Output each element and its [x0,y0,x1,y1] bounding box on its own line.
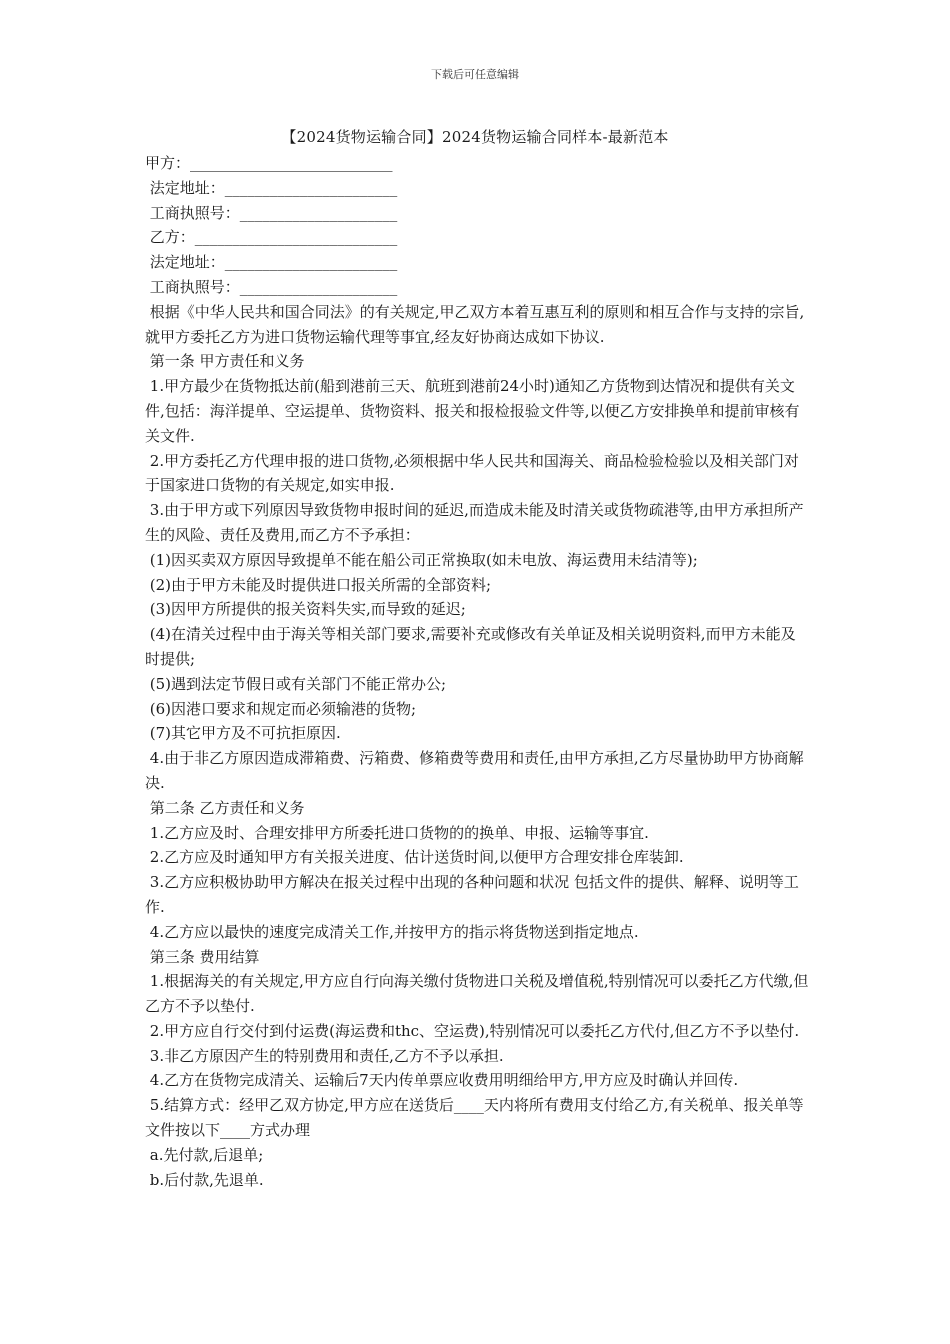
document-paragraph: (7)其它甲方及不可抗拒原因. [145,724,341,743]
document-paragraph: 根据《中华人民共和国合同法》的有关规定,甲乙双方本着互惠互利的原则和相互合作与支持的宗旨,就甲方委托乙方为进口货物运输代理等事宜,经友好协商达成如下协议. [145,302,805,346]
document-title: 【2024货物运输合同】2024货物运输合同样本-最新范本 [281,128,669,146]
document-paragraph: b.后付款,先退单. [145,1170,264,1189]
document-paragraph: 1.乙方应及时、合理安排甲方所委托进口货物的的换单、申报、运输等事宜. [145,823,649,842]
document-paragraph: 工商执照号：_____________________ [145,277,398,296]
document-paragraph: (3)因甲方所提供的报关资料失实,而导致的延迟; [145,600,466,619]
document-paragraph: 工商执照号：_____________________ [145,203,398,222]
document-body [145,151,810,1192]
document-paragraph: a.先付款,后退单; [145,1145,264,1164]
document-paragraph: 甲方：___________________________ [145,154,393,172]
document-paragraph: 2.甲方应自行交付到付运费(海运费和thc、空运费),特别情况可以委托乙方代付,但乙方不予以垫付. [145,1021,800,1040]
document-paragraph: 3.非乙方原因产生的特别费用和责任,乙方不予以承担. [145,1046,504,1065]
document-paragraph: 3.由于甲方或下列原因导致货物申报时间的延迟,而造成未能及时清关或货物疏港等,由甲方承担所产生的风险、责任及费用,而乙方不予承担： [145,501,804,544]
document-paragraph: (2)由于甲方未能及时提供进口报关所需的全部资料; [145,575,492,594]
document-paragraph: 1.甲方最少在货物抵达前(船到港前三天、航班到港前24小时)通知乙方货物到达情况和提供有关文件,包括：海洋提单、空运提单、货物资料、报关和报检报验文件等,以便乙方安排换单和提前审核有关文件. [145,377,800,445]
document-paragraph: 4.由于非乙方原因造成滞箱费、污箱费、修箱费等费用和责任,由甲方承担,乙方尽量协助甲方协商解决. [145,749,804,792]
document-paragraph: 3.乙方应积极协助甲方解决在报关过程中出现的各种问题和状况 包括文件的提供、解释、说明等工作. [145,873,799,916]
document-paragraph: 第一条 甲方责任和义务 [145,352,305,371]
document-paragraph: (6)因港口要求和规定而必须输港的货物; [145,699,417,718]
document-paragraph: 4.乙方在货物完成清关、运输后7天内传单票应收费用明细给甲方,甲方应及时确认并回传. [145,1071,739,1090]
document-paragraph: (5)遇到法定节假日或有关部门不能正常办公; [145,674,447,693]
document-paragraph: 2.甲方委托乙方代理申报的进口货物,必须根据中华人民共和国海关、商品检验检验以及相关部门对于国家进口货物的有关规定,如实申报. [145,451,799,495]
document-paragraph: (1)因买卖双方原因导致提单不能在船公司正常换取(如未电放、海运费用未结清等); [145,550,698,569]
document-paragraph: 第三条 费用结算 [145,947,260,966]
document-paragraph: 2.乙方应及时通知甲方有关报关进度、估计送货时间,以便甲方合理安排仓库装卸. [145,848,684,867]
document-paragraph: 法定地址：_______________________ [145,253,398,272]
document-paragraph: 5.结算方式：经甲乙双方协定,甲方应在送货后____天内将所有费用支付给乙方,有关税单、报关单等文件按以下____方式办理 [145,1096,804,1140]
document-paragraph: (4)在清关过程中由于海关等相关部门要求,需要补充或修改有关单证及相关说明资料,而甲方未能及时提供; [145,625,796,668]
document-paragraph: 4.乙方应以最快的速度完成清关工作,并按甲方的指示将货物送到指定地点. [145,922,639,941]
document-paragraph: 法定地址：_______________________ [145,178,398,197]
document-paragraph: 乙方：___________________________ [145,228,398,247]
document-paragraph: 1.根据海关的有关规定,甲方应自行向海关缴付货物进口关税及增值税,特别情况可以委托乙方代缴,但乙方不予以垫付. [145,972,809,1016]
header-note: 下载后可任意编辑 [431,68,519,81]
document-paragraph: 第二条 乙方责任和义务 [145,798,305,817]
